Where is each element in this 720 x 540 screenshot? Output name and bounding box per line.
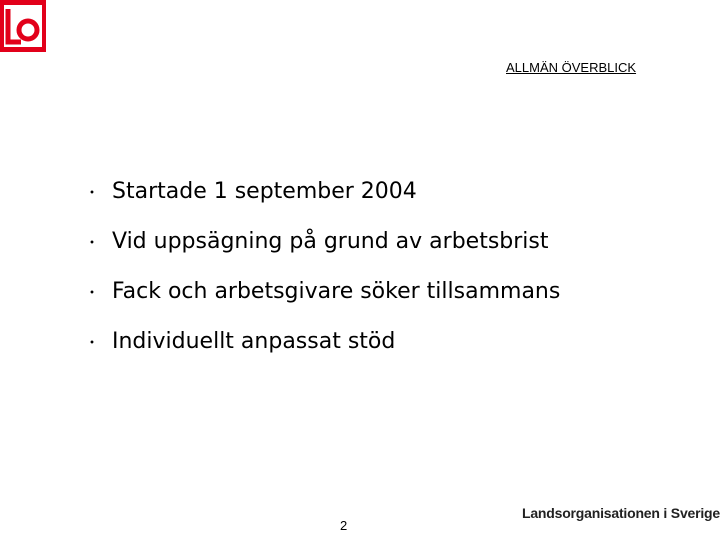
bullet-text: Vid uppsägning på grund av arbetsbrist xyxy=(112,228,549,254)
bullet-marker: ・ xyxy=(84,182,101,202)
bullet-item xyxy=(84,316,560,366)
bullet-item xyxy=(84,166,560,216)
lo-logo-icon xyxy=(0,0,46,52)
bullet-marker: ・ xyxy=(84,282,101,302)
bullet-list xyxy=(84,166,560,366)
bullet-marker: ・ xyxy=(84,232,101,252)
bullet-text: Individuellt anpassat stöd xyxy=(112,328,396,354)
bullet-text: Fack och arbetsgivare söker tillsammans xyxy=(112,278,561,304)
bullet-text: Startade 1 september 2004 xyxy=(112,178,417,204)
bullet-item xyxy=(84,216,560,266)
footer-brand: Landsorganisationen i Sverige xyxy=(521,505,720,521)
bullet-marker: ・ xyxy=(84,332,101,352)
page-number: 2 xyxy=(340,518,348,533)
bullet-item xyxy=(84,266,560,316)
section-title: ALLMÄN ÖVERBLICK xyxy=(506,60,637,75)
